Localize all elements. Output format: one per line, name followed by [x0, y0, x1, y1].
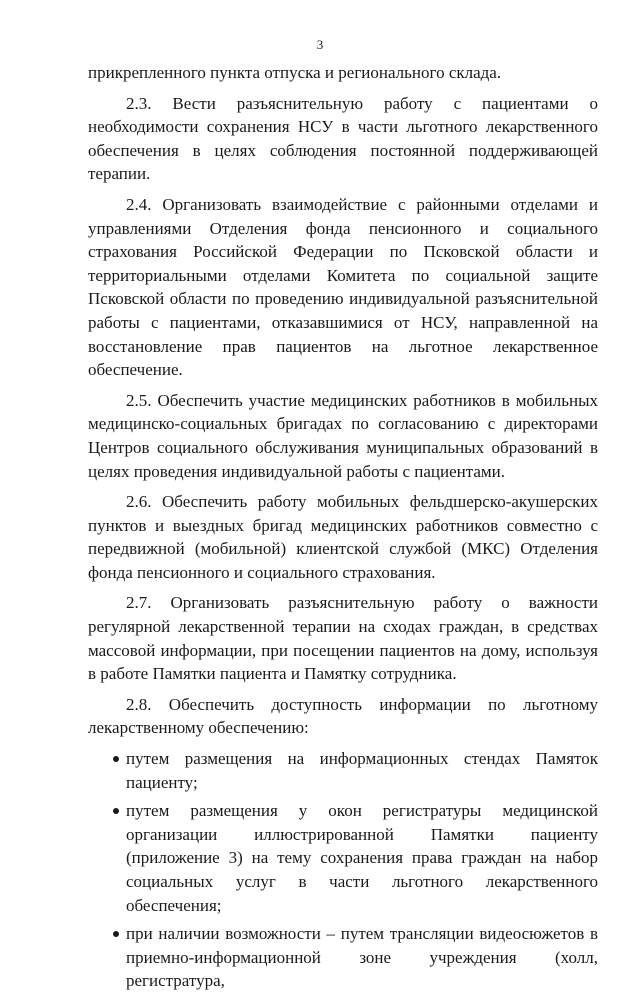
- list-item-text: путем размещения у окон регистратуры медицинской организации иллюстрированной Памятки пациенту (приложение 3) на тему сохранения права граждан на набор социальных услуг в части льготного лекарственного обеспечения;: [126, 801, 598, 915]
- paragraph-2-7: 2.7. Организовать разъяснительную работу о важности регулярной лекарственной терапии на сходах граждан, в средствах массовой информации, при посещении пациентов на дому, используя в работе Памятки пациента и Памятку сотрудника.: [88, 593, 598, 684]
- page-number: 3: [316, 37, 324, 52]
- paragraph-2-4: 2.4. Организовать взаимодействие с районными отделами и управлениями Отделения фонда пенсионного и социального страхования Российской Федерации по Псковской области и территориальными отделами Комитета по социальной защите Псковской области по проведению индивидуальной разъяснительной работы с пациентами, отказавшимися от НСУ, направленной на восстановление прав пациентов на льготное лекарственное обеспечение.: [88, 194, 598, 380]
- list-item: [88, 922, 598, 993]
- paragraph-continuation: прикрепленного пункта отпуска и регионального склада.: [88, 63, 502, 82]
- bullet-dot-icon: [113, 808, 119, 814]
- bullet-dot-icon: [113, 931, 119, 937]
- bullet-list: [88, 747, 598, 993]
- paragraph-2-6: 2.6. Обеспечить работу мобильных фельдшерско-акушерских пунктов и выездных бригад медицинских работников совместно с передвижной (мобильной) клиентской службой (МКС) Отделения фонда пенсионного и социального страхования.: [88, 492, 598, 582]
- document-body: [88, 61, 598, 998]
- list-item-text: путем размещения на информационных стендах Памяток пациенту;: [126, 749, 598, 792]
- list-item: [88, 799, 598, 917]
- list-item: [88, 747, 598, 794]
- paragraph-2-8: 2.8. Обеспечить доступность информации по льготному лекарственному обеспечению:: [88, 694, 598, 738]
- bullet-dot-icon: [113, 756, 119, 762]
- paragraph-2-3: 2.3. Вести разъяснительную работу с пациентами о необходимости сохранения НСУ в части льготного лекарственного обеспечения в целях соблюдения постоянной поддерживающей терапии.: [88, 93, 598, 184]
- paragraph-2-5: 2.5. Обеспечить участие медицинских работников в мобильных медицинско-социальных бригадах по согласованию с директорами Центров социального обслуживания муниципальных образований в целях проведения индивидуальной работы с пациентами.: [88, 390, 598, 481]
- list-item-text: при наличии возможности – путем трансляции видеосюжетов в приемно-информационной зоне учреждения (холл, регистратура,: [126, 924, 598, 991]
